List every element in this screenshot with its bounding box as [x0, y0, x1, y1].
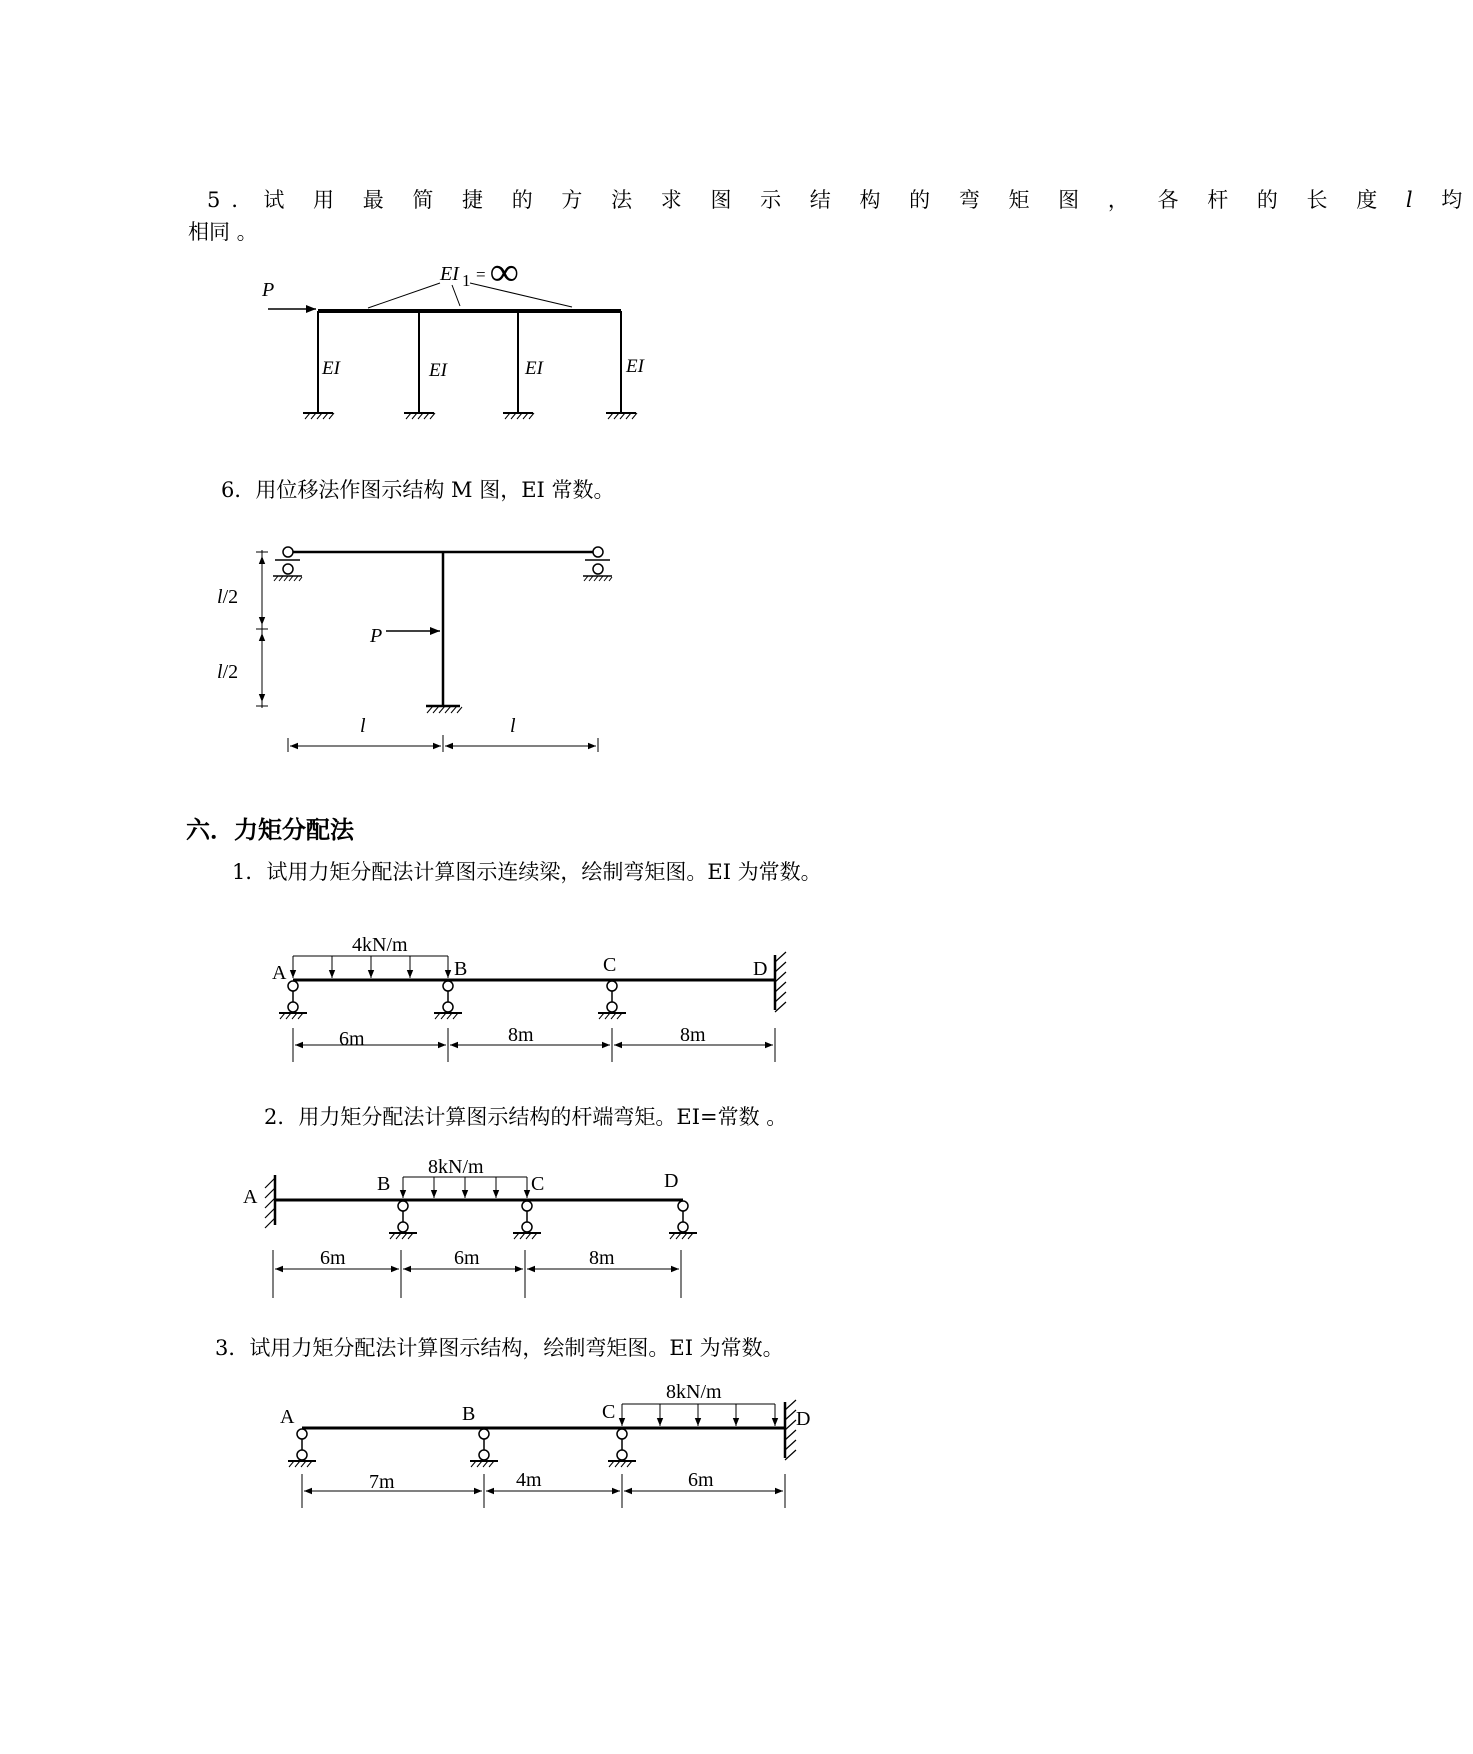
- section-heading: 六．力矩分配法: [186, 816, 354, 844]
- span-ab: 6m: [320, 1247, 346, 1269]
- node-a: A: [243, 1186, 258, 1208]
- length-variable: l: [1405, 188, 1424, 212]
- q2-text: 2．用力矩分配法计算图示结构的杆端弯矩。EI=常数 。: [264, 1105, 788, 1129]
- span-ab: 7m: [369, 1471, 395, 1493]
- span-cd: 8m: [680, 1024, 706, 1046]
- dim-upper-half: l/2: [217, 586, 239, 608]
- span-cd: 8m: [589, 1247, 615, 1269]
- support-c: [608, 1429, 636, 1467]
- node-b: B: [377, 1173, 391, 1195]
- load-label-p: P: [262, 279, 275, 301]
- fixed-support-d: [785, 1400, 796, 1460]
- span-cd: 6m: [688, 1469, 714, 1491]
- column-1-stiffness: EI: [322, 358, 340, 379]
- span-ab: 6m: [339, 1028, 365, 1050]
- svg-text:=: =: [476, 265, 486, 284]
- load-label-p: P: [370, 625, 383, 647]
- span-bc: 8m: [508, 1024, 534, 1046]
- q1-text: 1．试用力矩分配法计算图示连续梁，绘制弯矩图。EI 为常数。: [232, 860, 822, 884]
- distributed-load: [622, 1404, 775, 1426]
- column-3-stiffness: EI: [525, 358, 543, 379]
- node-c: C: [602, 1401, 616, 1423]
- problem-6-text: 6．用位移法作图示结构 M 图，EI 常数。: [221, 478, 615, 502]
- problem-5-text-prefix: 5．试 用 最 简 捷 的 方 法 求 图 示 结 构 的 弯 矩 图 ， 各 杆 的 长 度: [207, 188, 1406, 212]
- node-d: D: [796, 1408, 811, 1430]
- svg-text:EI: EI: [440, 263, 459, 285]
- load-label: 8kN/m: [666, 1381, 722, 1403]
- node-c: C: [603, 954, 617, 976]
- span-bc: 4m: [516, 1469, 542, 1491]
- node-d: D: [753, 958, 768, 980]
- load-label: 8kN/m: [428, 1156, 484, 1178]
- column-4-stiffness: EI: [626, 356, 644, 377]
- svg-text:1: 1: [462, 271, 471, 290]
- node-c: C: [531, 1173, 545, 1195]
- node-d: D: [664, 1170, 679, 1192]
- node-a: A: [272, 962, 287, 984]
- dim-lower-half: l/2: [217, 661, 239, 683]
- q3-text: 3．试用力矩分配法计算图示结构，绘制弯矩图。EI 为常数。: [215, 1336, 784, 1360]
- support-a: [288, 1429, 316, 1467]
- dim-span-left: l: [360, 715, 366, 737]
- node-b: B: [462, 1403, 476, 1425]
- problem-5-line2: 相同 。: [188, 220, 258, 244]
- problem-5-text-suffix: 均: [1423, 188, 1473, 212]
- support-b: [470, 1429, 498, 1467]
- load-label: 4kN/m: [352, 934, 408, 956]
- span-bc: 6m: [454, 1247, 480, 1269]
- node-b: B: [454, 958, 468, 980]
- dim-span-right: l: [510, 715, 516, 737]
- node-a: A: [280, 1406, 295, 1428]
- column-2-stiffness: EI: [429, 360, 447, 381]
- svg-text:∞: ∞: [490, 249, 519, 294]
